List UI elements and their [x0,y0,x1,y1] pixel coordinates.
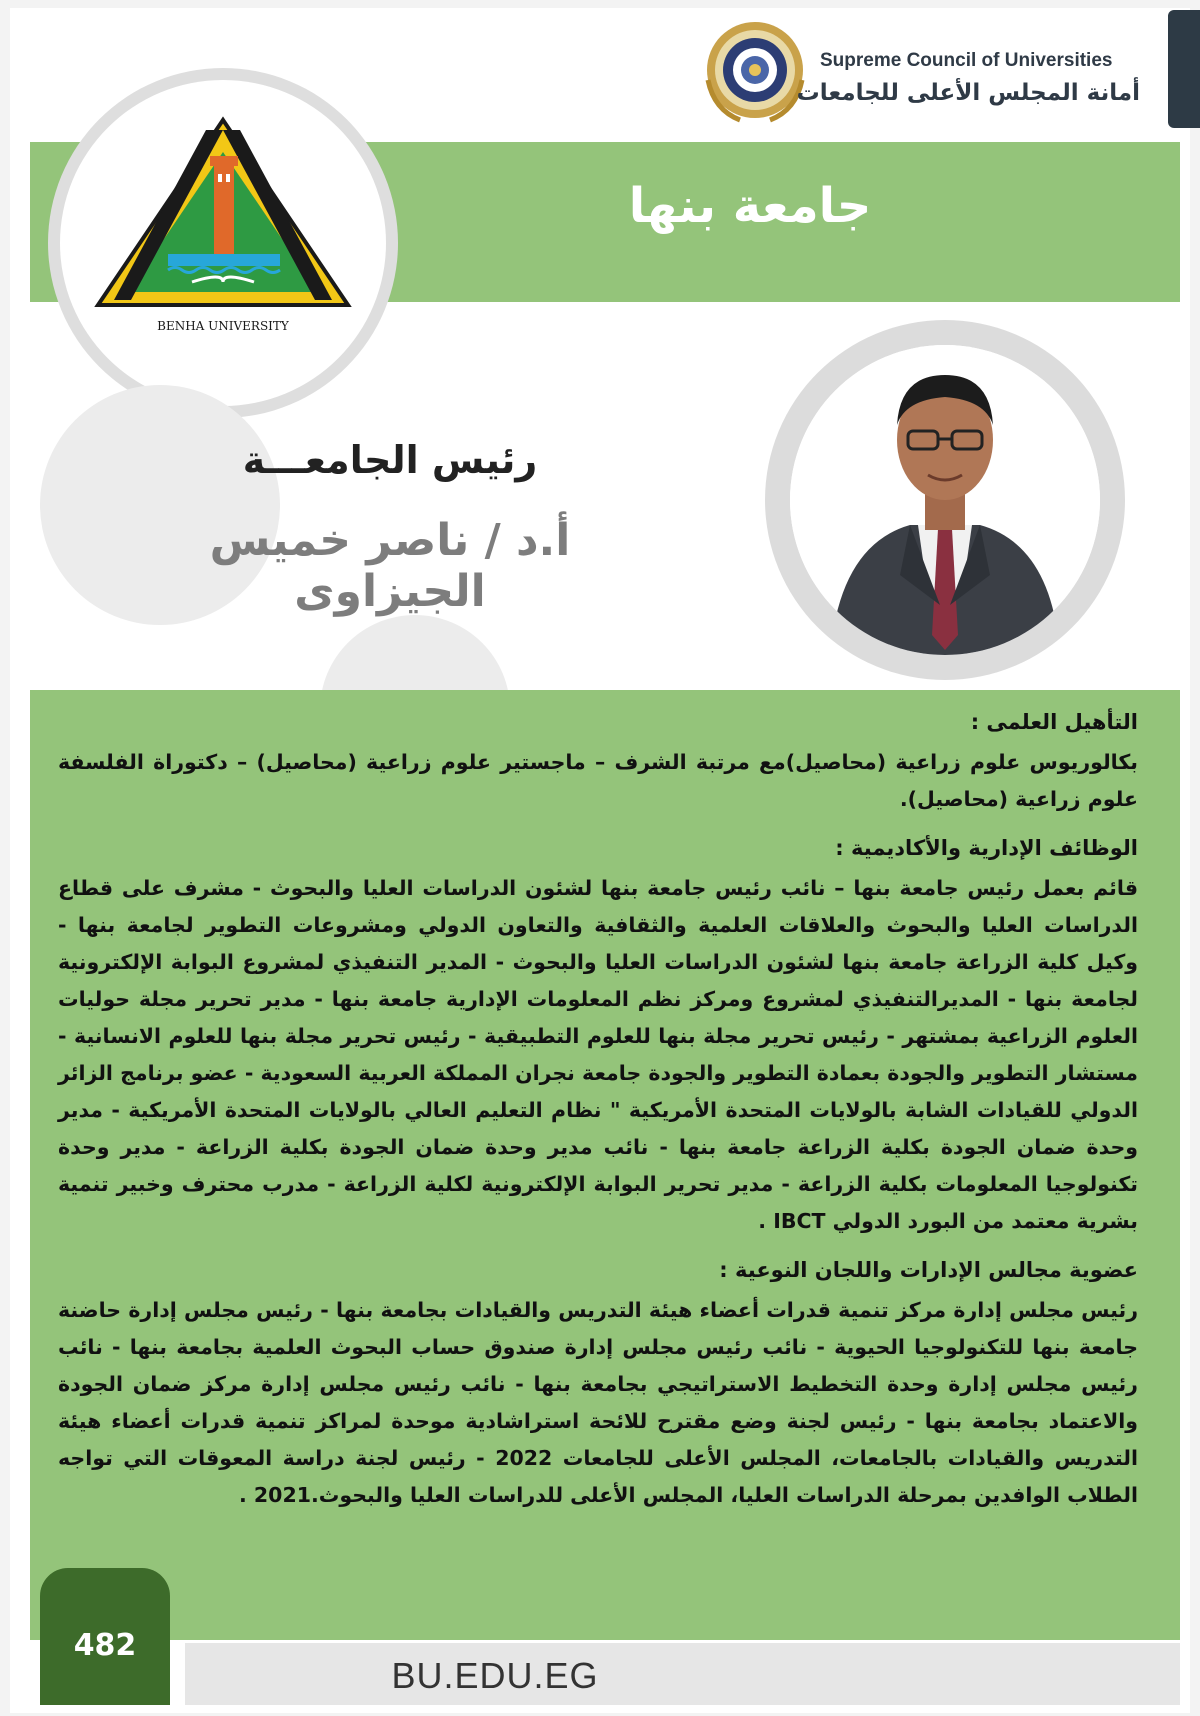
memberships-heading: عضوية مجالس الإدارات واللجان النوعية : [719,1258,1138,1282]
page-number: 482 [73,1628,137,1663]
biography-text [58,710,1138,1532]
positions-body: قائم بعمل رئيس جامعة بنها – نائب رئيس جامعة بنها لشئون الدراسات العليا والبحوث - مشرف على قطاع الدراسات العليا والبحوث والعلاقات العلمية والثقافية والتعاون الدولي ومشروعات التطوير لجامعة بنها - وكيل كلية الزراعة جامعة بنها لشئون الدراسات العليا والبحوث - المدير التنفيذي لمشروع البوابة الإلكترونية لجامعة بنها - المديرالتنفيذي لمشروع ومركز نظم المعلومات الإدارية جامعة بنها - مدير تحرير مجلة حوليات العلوم الزراعية بمشتهر - رئيس تحرير مجلة بنها للعلوم التطبيقية - رئيس تحرير مجلة بنها للعلوم الانسانية - مستشار التطوير والجودة بعمادة التطوير والجودة جامعة نجران المملكة العربية السعودية - عضو برنامج الزائر الدولي للقيادات الشابة بالولايات المتحدة الأمريكية " نظام التعليم العالي بالولايات المتحدة الأمريكية - مدير وحدة ضمان الجودة بكلية الزراعة جامعة بنها - نائب مدير وحدة ضمان الجودة بكلية الزراعة - مدير وحدة تكنولوجيا المعلومات بكلية الزراعة - مدير تحرير البوابة الإلكترونية لكلية الزراعة - مدرب محترف وخبير تنمية بشرية معتمد من البورد الدولي IBCT . [58,876,1138,1233]
president-title: رئيس الجامعـــة [242,438,538,482]
qualifications-body: بكالوريوس علوم زراعية (محاصيل)مع مرتبة الشرف – ماجستير علوم زراعية (محاصيل) – دكتوراة الفلسفة علوم زراعية (محاصيل). [58,750,1138,811]
qualifications-heading: التأهيل العلمى : [970,710,1138,734]
benha-university-logo-icon [80,100,366,386]
footer-url: BU.EDU.EG [391,1655,599,1696]
council-name-arabic: أمانة المجلس الأعلى للجامعات [796,80,1140,106]
header-corner-tab [1168,10,1200,128]
scu-seal-icon [700,18,810,128]
memberships-body: رئيس مجلس إدارة مركز تنمية قدرات أعضاء هيئة التدريس والقيادات بجامعة بنها - رئيس مجلس إدارة حاضنة جامعة بنها للتكنولوجيا الحيوية - نائب رئيس مجلس إدارة صندوق حساب البحوث العلمية بجامعة بنها - نائب رئيس مجلس إدارة وحدة التخطيط الاستراتيجي بجامعة بنها - نائب رئيس مجلس إدارة مركز ضمان الجودة والاعتماد بجامعة بنها - رئيس لجنة وضع مقترح للائحة استراشادية موحدة لمراكز تنمية قدرات أعضاء هيئة التدريس والقيادات بالجامعات، المجلس الأعلى للجامعات 2022 - رئيس لجنة دراسة المعوقات التي تواجه الطلاب الوافدين بمرحلة الدراسات العليا، المجلس الأعلى للدراسات العليا والبحوث.2021 . [58,1298,1138,1507]
positions-heading: الوظائف الإدارية والأكاديمية : [835,836,1138,860]
council-name-english: Supreme Council of Universities [820,50,1113,71]
portrait-illustration [790,345,1100,655]
president-name: أ.د / ناصر خميس الجيزاوى [209,515,571,617]
president-portrait-photo [790,345,1100,655]
logo-caption: BENHA UNIVERSITY [157,319,289,333]
university-name: جامعة بنها [628,178,872,234]
